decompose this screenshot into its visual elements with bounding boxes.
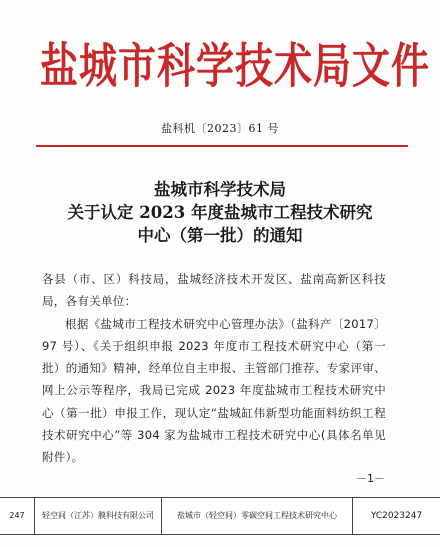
table-row [0,497,440,535]
notice-title [30,178,410,247]
body-paragraph: 根据《盐城市工程技术研究中心管理办法》（盐科产〔2017〕97 号）、《关于组织申报 2023 年度市工程技术研究中心（第一批）的通知》精神，经单位自主申报、主管部门推荐、专家评审、网上公示等程序，我局已完成 2023 年度盐城市工程技术研究中心（第一批）申报工作，现认定“盐城缸伟新型功能面料纺织工程技术研究中心”等 304 家为盐城市工程技术研究中心(具体名单见附件）。 [42,316,386,465]
title-line: 中心（第一批）的通知 [137,226,303,245]
document-number: 盐科机〔2023〕61 号 [161,122,279,135]
row-code: YC2023247 [370,511,423,521]
red-divider [36,145,408,147]
row-company: 轻空间（江苏）膜科技有限公司 [35,498,162,534]
notice-body [42,268,386,469]
salutation: 各县（市、区）科技局，盐城经济技术开发区、盐南高新区科技局，各有关单位： [42,272,386,309]
row-index: 247 [0,498,35,534]
page-number: －1－ [356,472,385,485]
title-line: 关于认定 2023 年度盐城市工程技术研究 [67,203,373,222]
title-line: 盐城市科学技术局 [154,180,286,199]
row-center: 盐城市（轻空间）零碳空间工程技术研究中心 [162,498,353,534]
masthead-title: 盐城市科学技术局文件 [40,37,431,94]
